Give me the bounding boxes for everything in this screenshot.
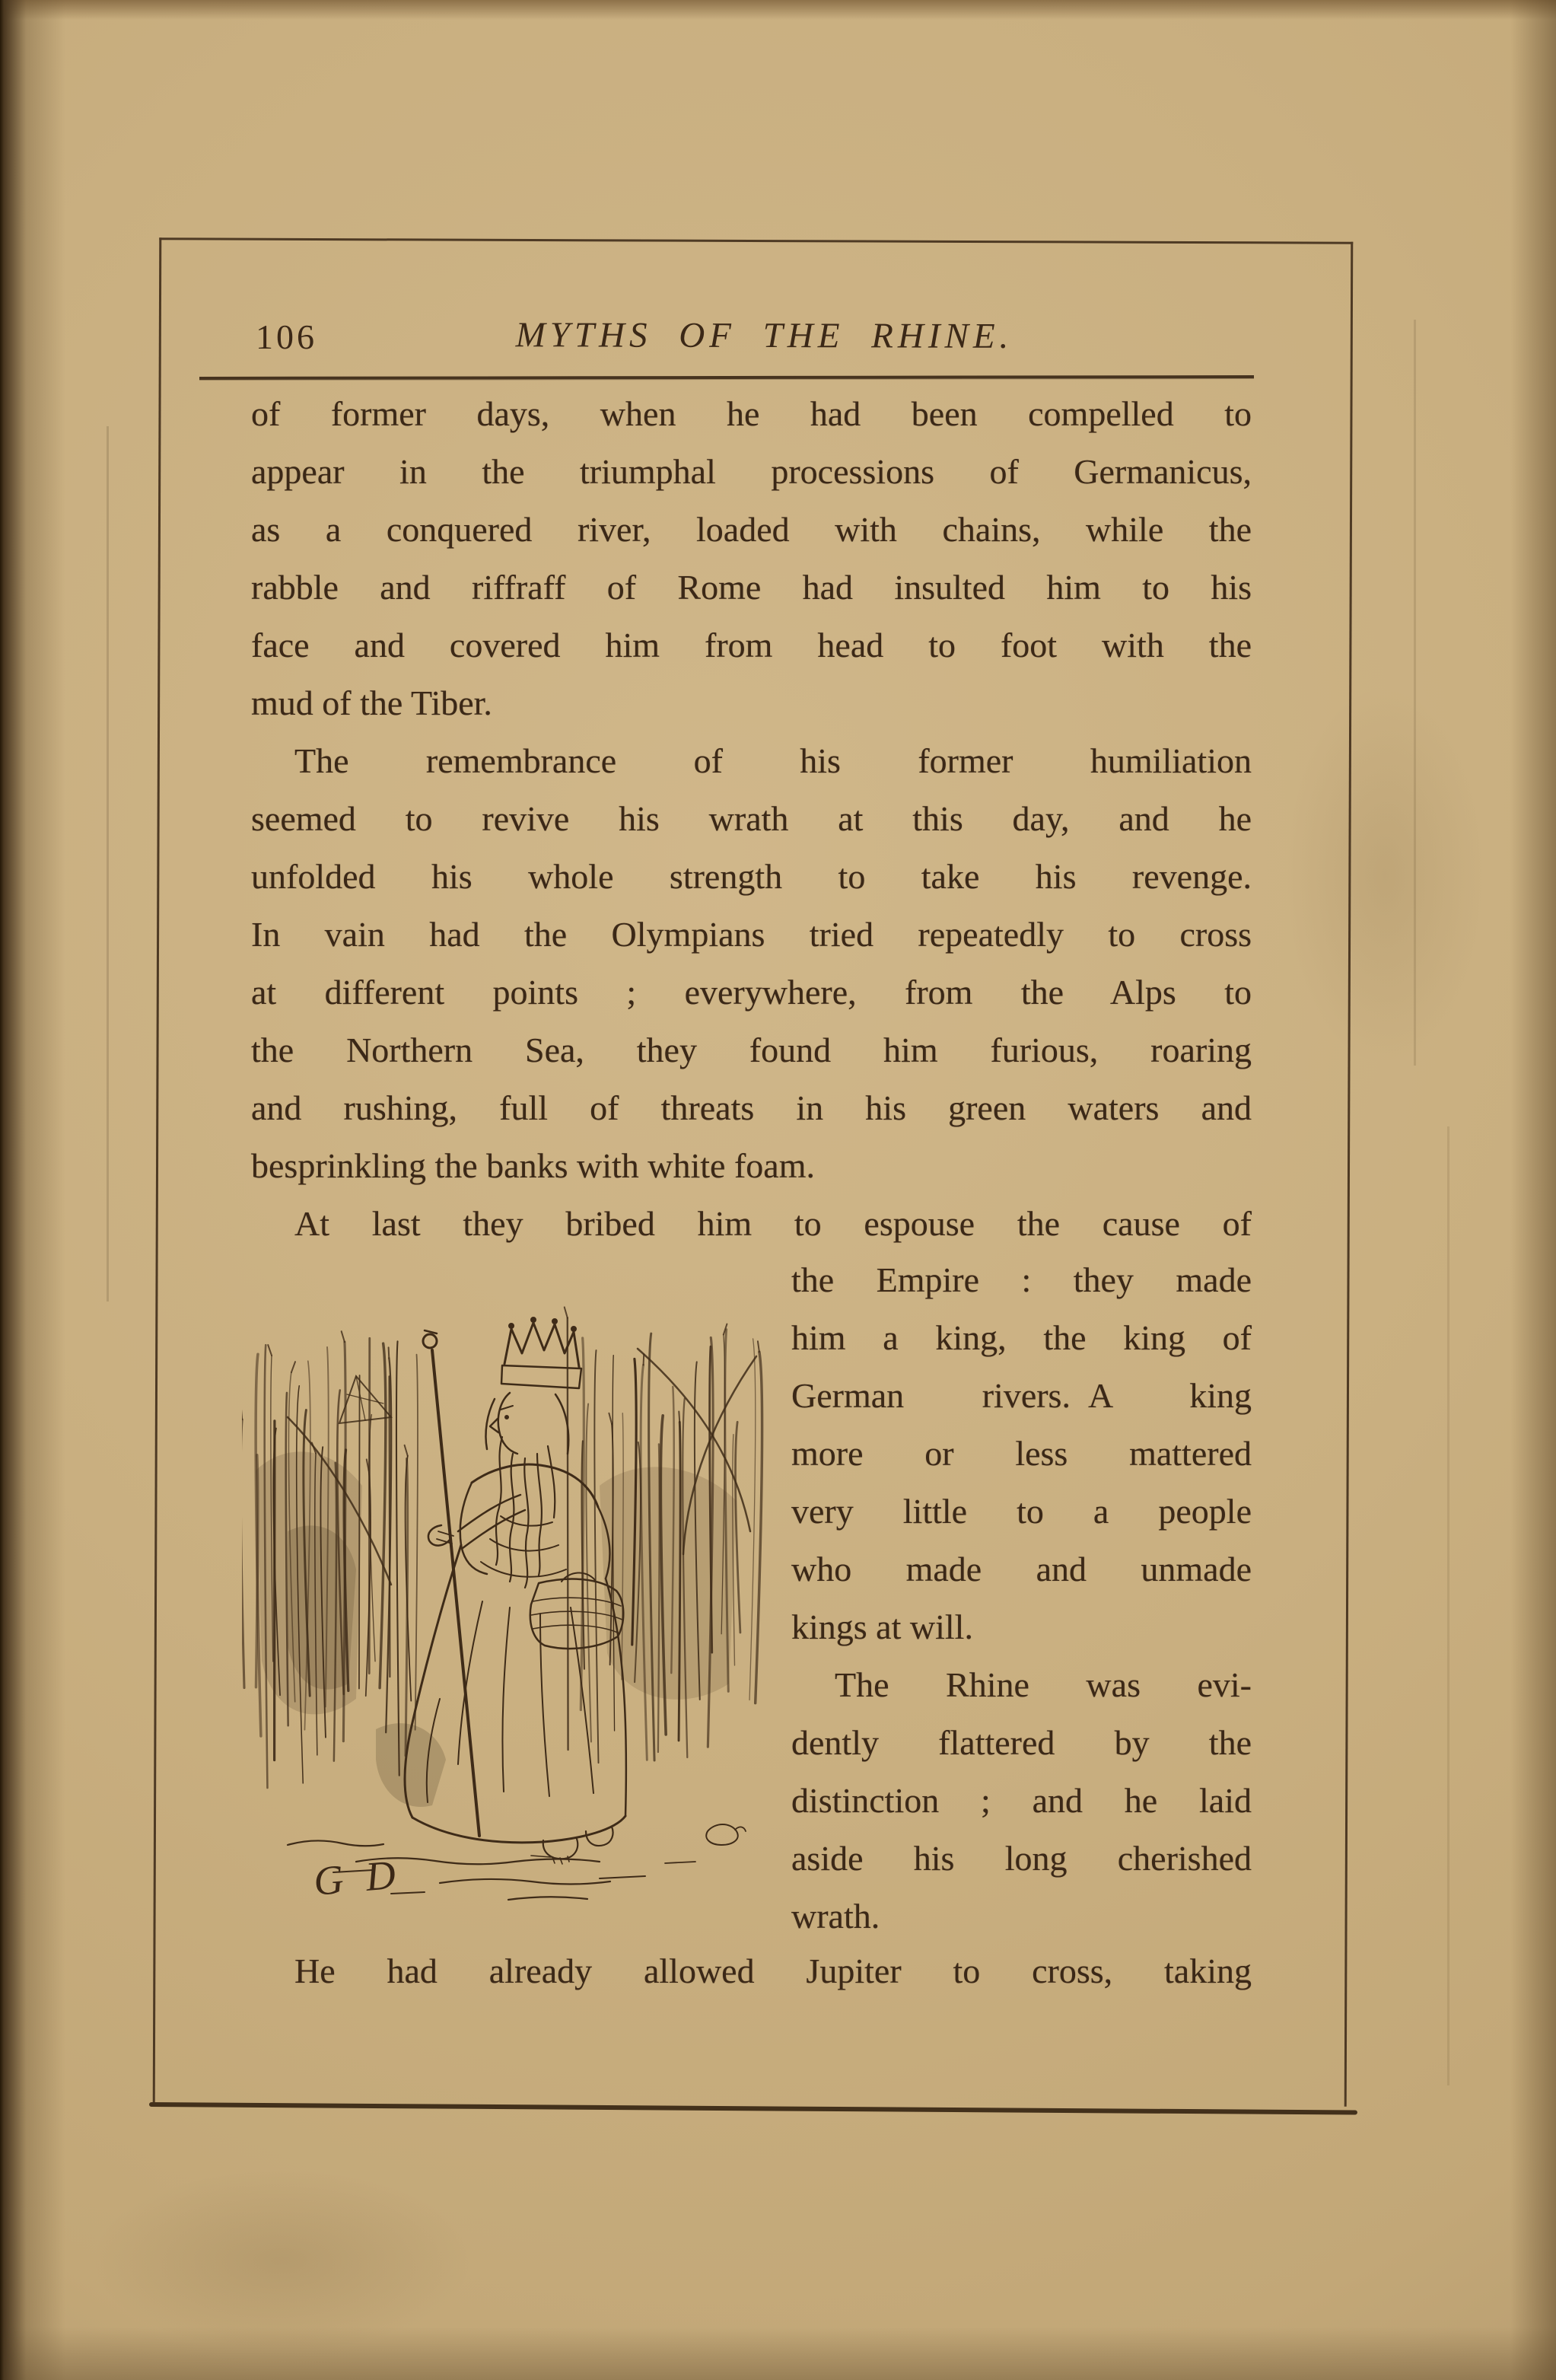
running-title: MYTHS OF THE RHINE. bbox=[515, 315, 1013, 356]
scan-crease bbox=[1447, 1126, 1449, 2085]
scan-crease bbox=[1414, 320, 1416, 1066]
text-line: The Rhine was evi- bbox=[835, 1665, 1252, 1704]
paragraph-block-bottom bbox=[251, 1942, 1252, 2000]
text-line: at different points ; everywhere, from the Alps to bbox=[251, 973, 1252, 1012]
engraving-river-king-illustration bbox=[242, 1303, 775, 1921]
text-line: dently flattered by the bbox=[791, 1723, 1252, 1762]
paragraph-block-right-column bbox=[791, 1251, 1252, 1945]
text-line: aside his long cherished bbox=[791, 1839, 1252, 1878]
text-line: and rushing, full of threats in his green waters and bbox=[251, 1088, 1252, 1127]
text-line: unfolded his whole strength to take his revenge. bbox=[251, 857, 1252, 896]
text-line: wrath. bbox=[791, 1897, 880, 1936]
text-line: rabble and riffraff of Rome had insulted him to his bbox=[251, 568, 1252, 607]
scan-edge-bottom bbox=[0, 2327, 1556, 2380]
paper-stain bbox=[91, 2169, 472, 2352]
text-line: mud of the Tiber. bbox=[251, 683, 492, 722]
text-line: He had already allowed Jupiter to cross, taking bbox=[294, 1951, 1252, 1990]
text-line: as a conquered river, loaded with chains, while the bbox=[251, 510, 1252, 549]
paragraph-block-main bbox=[251, 385, 1252, 1253]
text-line: the Northern Sea, they found him furious, roaring bbox=[251, 1031, 1252, 1069]
text-line: besprinkling the banks with white foam. bbox=[251, 1146, 815, 1185]
text-line: distinction ; and he laid bbox=[791, 1781, 1252, 1820]
text-line: him a king, the king of bbox=[791, 1318, 1252, 1357]
text-line: German rivers. A king bbox=[791, 1376, 1252, 1415]
text-line: appear in the triumphal processions of Germanicus, bbox=[251, 452, 1252, 491]
engraving-svg bbox=[242, 1303, 775, 1921]
text-line: who made and unmade bbox=[791, 1550, 1252, 1588]
text-line: The remembrance of his former humiliation bbox=[294, 741, 1252, 780]
page-number: 106 bbox=[256, 317, 317, 356]
engraver-signature: G D bbox=[311, 1851, 404, 1904]
scan-crease bbox=[107, 426, 109, 1302]
text-line: the Empire : they made bbox=[791, 1260, 1252, 1299]
text-line: of former days, when he had been compelled to bbox=[251, 394, 1252, 433]
scan-edge-top bbox=[0, 0, 1556, 20]
text-line: At last they bribed him to espouse the cause of bbox=[294, 1204, 1252, 1243]
scan-edge-right bbox=[1510, 0, 1556, 2380]
scan-edge-left bbox=[0, 0, 65, 2380]
text-line: seemed to revive his wrath at this day, and he bbox=[251, 799, 1252, 838]
text-line: more or less mattered bbox=[791, 1434, 1252, 1473]
text-line: In vain had the Olympians tried repeatedly to cross bbox=[251, 915, 1252, 954]
text-line: very little to a people bbox=[791, 1492, 1252, 1531]
text-line: kings at will. bbox=[791, 1607, 973, 1646]
text-line: face and covered him from head to foot with the bbox=[251, 626, 1252, 664]
